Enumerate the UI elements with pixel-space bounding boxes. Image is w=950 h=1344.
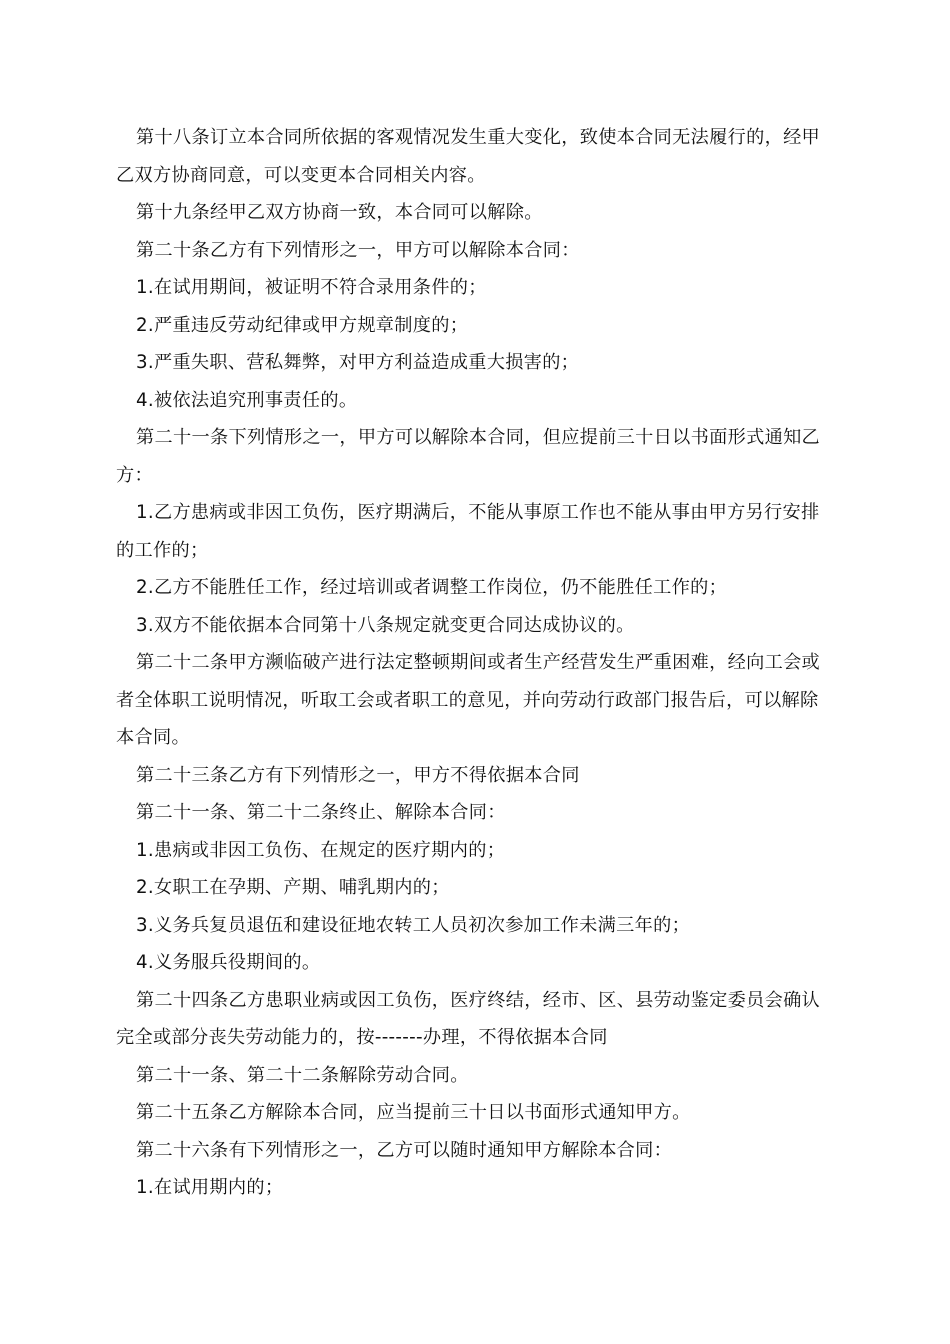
list-item: 1.在试用期间，被证明不符合录用条件的； [136,277,487,298]
paragraph-article-24: 第二十四条乙方患职业病或因工负伤，医疗终结，经市、区、县劳动鉴定委员会确认完全或部分丧失劳动能力的，按-------办理，不得依据本合同 [116,989,821,1048]
list-item: 2.乙方不能胜任工作，经过培训或者调整工作岗位，仍不能胜任工作的； [136,577,728,598]
list-item: 4.被依法追究刑事责任的。 [136,389,358,411]
paragraph-article-20: 第二十条乙方有下列情形之一，甲方可以解除本合同： [136,239,580,261]
paragraph-article-18: 第十八条订立本合同所依据的客观情况发生重大变化，致使本合同无法履行的，经甲乙双方协商同意，可以变更本合同相关内容。 [116,127,821,186]
list-item: 1.乙方患病或非因工负伤，医疗期满后，不能从事原工作也不能从事由甲方另行安排的工作的； [116,502,820,561]
list-item: 3.严重失职、营私舞弊，对甲方利益造成重大损害的； [136,352,580,373]
paragraph-article-26: 第二十六条有下列情形之一，乙方可以随时通知甲方解除本合同： [136,1139,673,1161]
contract-body [116,119,836,1207]
paragraph-article-21: 第二十一条下列情形之一，甲方可以解除本合同，但应提前三十日以书面形式通知乙方： [116,427,821,486]
list-item: 3.义务兵复员退伍和建设征地农转工人员初次参加工作未满三年的； [136,914,691,936]
paragraph-article-24-continued: 第二十一条、第二十二条解除劳动合同。 [136,1064,469,1086]
paragraph-article-23: 第二十三条乙方有下列情形之一，甲方不得依据本合同 [136,764,580,786]
list-item: 3.双方不能依据本合同第十八条规定就变更合同达成协议的。 [136,614,635,636]
list-item: 2.女职工在孕期、产期、哺乳期内的； [136,877,450,898]
list-item: 2.严重违反劳动纪律或甲方规章制度的； [136,314,469,336]
list-item: 1.患病或非因工负伤、在规定的医疗期内的； [136,839,506,861]
list-item: 4.义务服兵役期间的。 [136,952,321,973]
paragraph-article-19: 第十九条经甲乙双方协商一致，本合同可以解除。 [136,202,543,223]
paragraph-article-23-continued: 第二十一条、第二十二条终止、解除本合同： [136,802,506,823]
list-item: 1.在试用期内的； [136,1177,284,1198]
paragraph-article-25: 第二十五条乙方解除本合同，应当提前三十日以书面形式通知甲方。 [136,1102,691,1123]
paragraph-article-22: 第二十二条甲方濒临破产进行法定整顿期间或者生产经营发生严重困难，经向工会或者全体职工说明情况，听取工会或者职工的意见，并向劳动行政部门报告后，可以解除本合同。 [116,652,821,748]
